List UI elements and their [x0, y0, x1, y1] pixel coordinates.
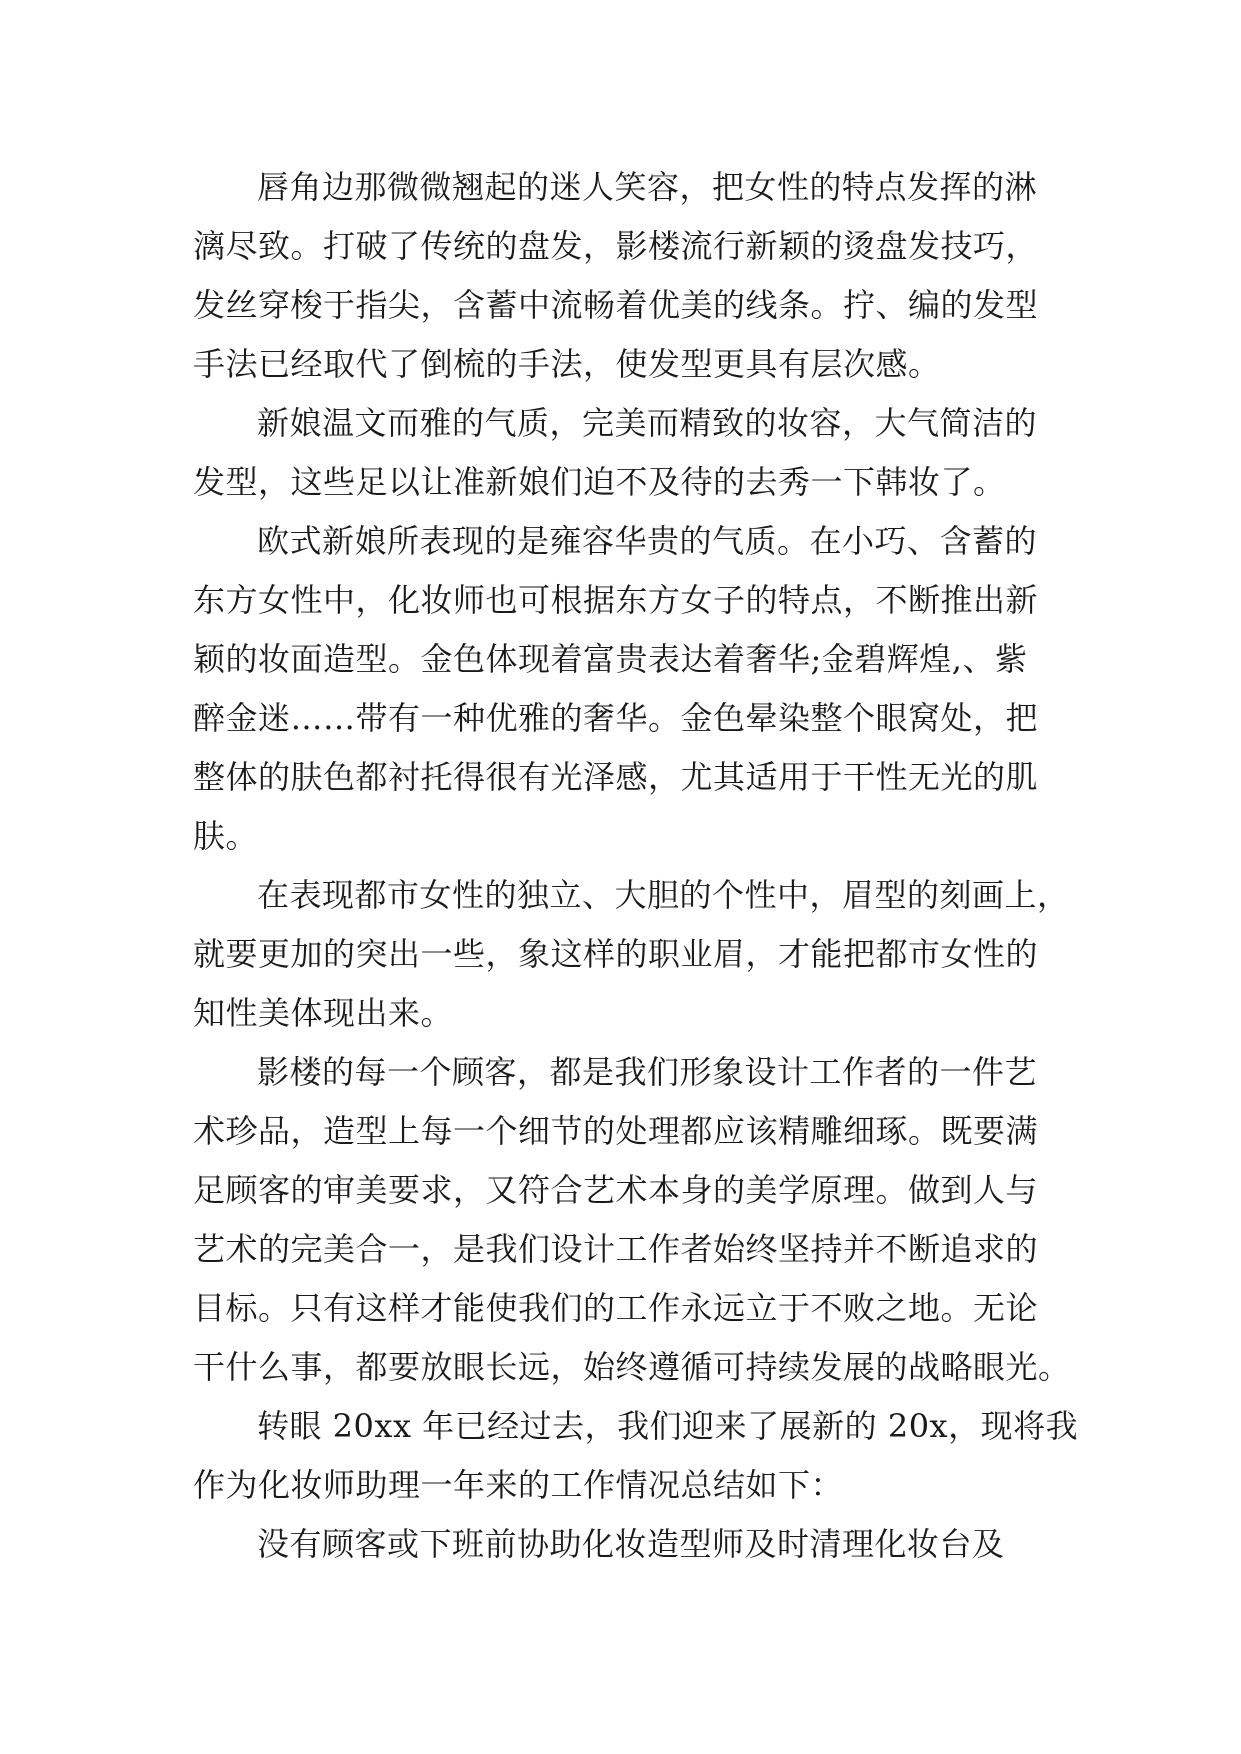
text-line: 手法已经取代了倒梳的手法，使发型更具有层次感。 [193, 345, 941, 383]
text-line: 转眼 20xx 年已经过去，我们迎来了展新的 20x，现将我 [257, 1407, 1079, 1445]
text-line: 整体的肤色都衬托得很有光泽感，尤其适用于干性无光的肌 [193, 758, 1039, 796]
text-line: 就要更加的突出一些，象这样的职业眉，才能把都市女性的 [193, 935, 1039, 973]
text-line: 足顾客的审美要求，又符合艺术本身的美学原理。做到人与 [193, 1171, 1039, 1209]
text-line: 醉金迷……带有一种优雅的奢华。金色晕染整个眼窝处，把 [193, 699, 1039, 737]
text-line: 知性美体现出来。 [193, 994, 454, 1032]
text-line: 影楼的每一个顾客，都是我们形象设计工作者的一件艺 [257, 1053, 1038, 1091]
text-line: 新娘温文而雅的气质，完美而精致的妆容，大气简洁的 [257, 404, 1038, 442]
text-line: 艺术的完美合一，是我们设计工作者始终坚持并不断追求的 [193, 1230, 1039, 1268]
text-line: 东方女性中，化妆师也可根据东方女子的特点，不断推出新 [193, 581, 1039, 619]
text-line: 在表现都市女性的独立、大胆的个性中，眉型的刻画上， [257, 876, 1070, 914]
text-line: 作为化妆师助理一年来的工作情况总结如下： [193, 1466, 844, 1504]
text-line: 欧式新娘所表现的是雍容华贵的气质。在小巧、含蓄的 [257, 522, 1038, 560]
text-line: 目标。只有这样才能使我们的工作永远立于不败之地。无论 [193, 1289, 1039, 1327]
document-body [193, 158, 1079, 1574]
text-line: 发型，这些足以让准新娘们迫不及待的去秀一下韩妆了。 [193, 463, 1006, 501]
text-line: 没有顾客或下班前协助化妆造型师及时清理化妆台及 [257, 1525, 1005, 1563]
text-line: 唇角边那微微翘起的迷人笑容，把女性的特点发挥的淋 [257, 168, 1038, 206]
text-line: 发丝穿梭于指尖，含蓄中流畅着优美的线条。拧、编的发型 [193, 286, 1039, 324]
text-line: 肤。 [193, 817, 259, 855]
text-line: 漓尽致。打破了传统的盘发，影楼流行新颖的烫盘发技巧， [193, 227, 1039, 265]
text-line: 术珍品，造型上每一个细节的处理都应该精雕细琢。既要满 [193, 1112, 1039, 1150]
text-line: 颖的妆面造型。金色体现着富贵表达着奢华;金碧辉煌,、紫 [193, 640, 1028, 678]
text-line: 干什么事，都要放眼长远，始终遵循可持续发展的战略眼光。 [193, 1348, 1071, 1386]
